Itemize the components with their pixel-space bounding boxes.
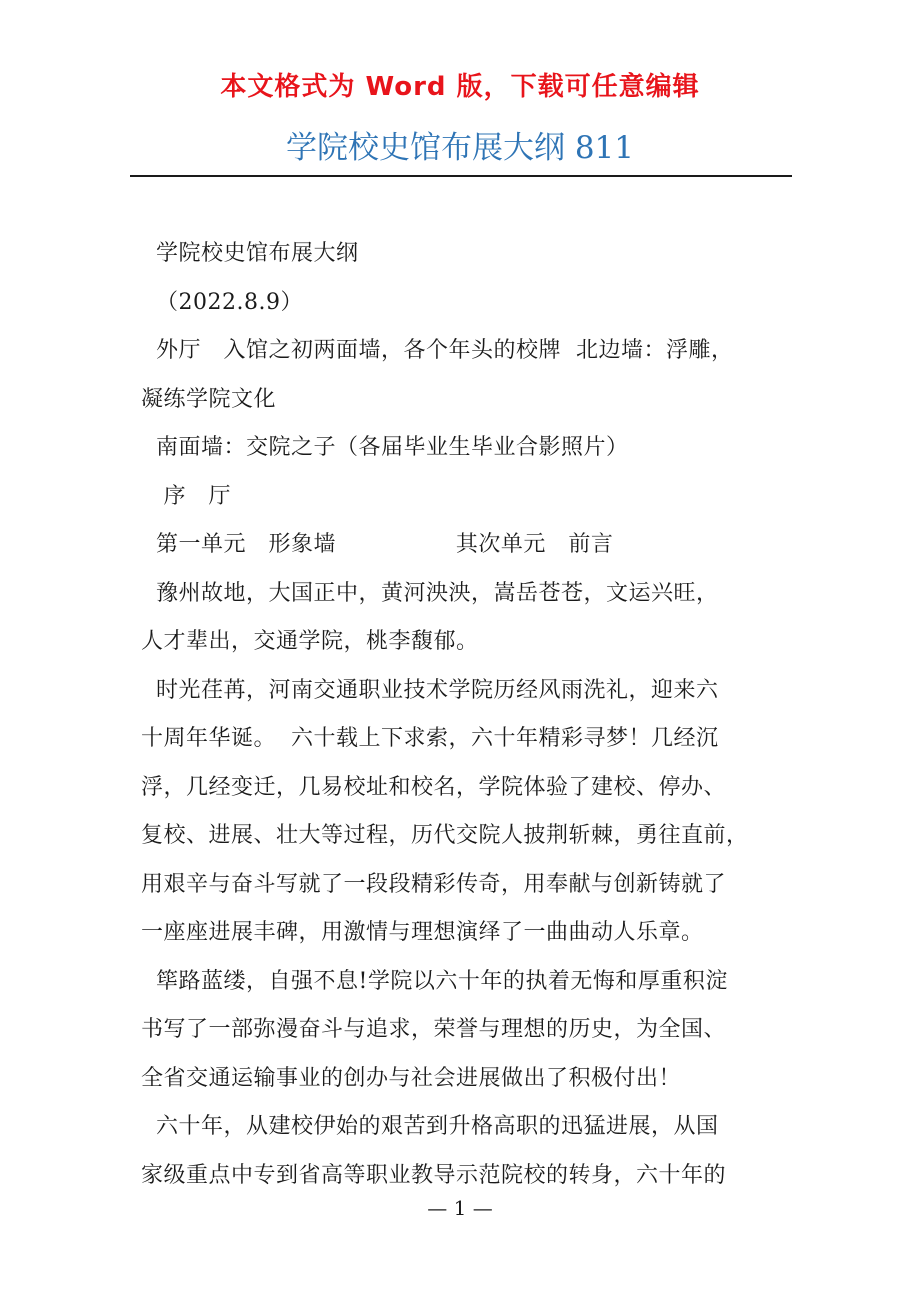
- body-line: 浮，几经变迁，几易校址和校名，学院体验了建校、停办、: [141, 774, 727, 800]
- document-body: [141, 230, 801, 1200]
- body-line: 六十年，从建校伊始的艰苦到升格高职的迅猛进展，从国: [141, 1114, 719, 1139]
- title-divider: [130, 175, 792, 177]
- body-line: 全省交通运输事业的创办与社会进展做出了积极付出！: [141, 1065, 682, 1091]
- body-line: 十周年华诞。 六十载上下求索，六十年精彩寻梦！几经沉: [141, 726, 719, 751]
- body-line: 复校、进展、壮大等过程，历代交院人披荆斩棘，勇往直前，: [141, 823, 749, 848]
- body-line: 学院校史馆布展大纲: [141, 241, 359, 266]
- body-line: 用艰辛与奋斗写就了一段段精彩传奇，用奉献与创新铸就了: [141, 871, 727, 897]
- body-line: 书写了一部弥漫奋斗与追求，荣誉与理想的历史，为全国、: [141, 1017, 727, 1042]
- body-line: 家级重点中专到省高等职业教导示范院校的转身，六十年的: [141, 1162, 727, 1188]
- body-line: 序 厅: [141, 483, 231, 509]
- document-title: 学院校史馆布展大纲 811: [285, 130, 635, 166]
- body-line: 外厅 入馆之初两面墙，各个年头的校牌 北边墙：浮雕，: [141, 338, 734, 363]
- body-line: 人才辈出，交通学院，桃李馥郁。: [141, 629, 479, 654]
- body-line: 时光荏苒，河南交通职业技术学院历经风雨洗礼，迎来六: [141, 677, 719, 703]
- download-banner: 本文格式为 Word 版，下载可任意编辑: [220, 72, 700, 102]
- body-line: 南面墙：交院之子（各届毕业生毕业合影照片）: [141, 435, 629, 460]
- body-line: 凝练学院文化: [141, 386, 277, 412]
- body-line: 筚路蓝缕，自强不息!学院以六十年的执着无悔和厚重积淀: [141, 968, 728, 994]
- page-number: — 1 —: [427, 1196, 493, 1220]
- body-line: （2022.8.9）: [141, 289, 303, 315]
- body-line: 第一单元 形象墙 其次单元 前言: [141, 532, 614, 557]
- body-line: 豫州故地，大国正中，黄河泱泱，嵩岳苍苍，文运兴旺，: [141, 580, 719, 606]
- body-line: 一座座进展丰碑，用激情与理想演绎了一曲曲动人乐章。: [141, 920, 704, 945]
